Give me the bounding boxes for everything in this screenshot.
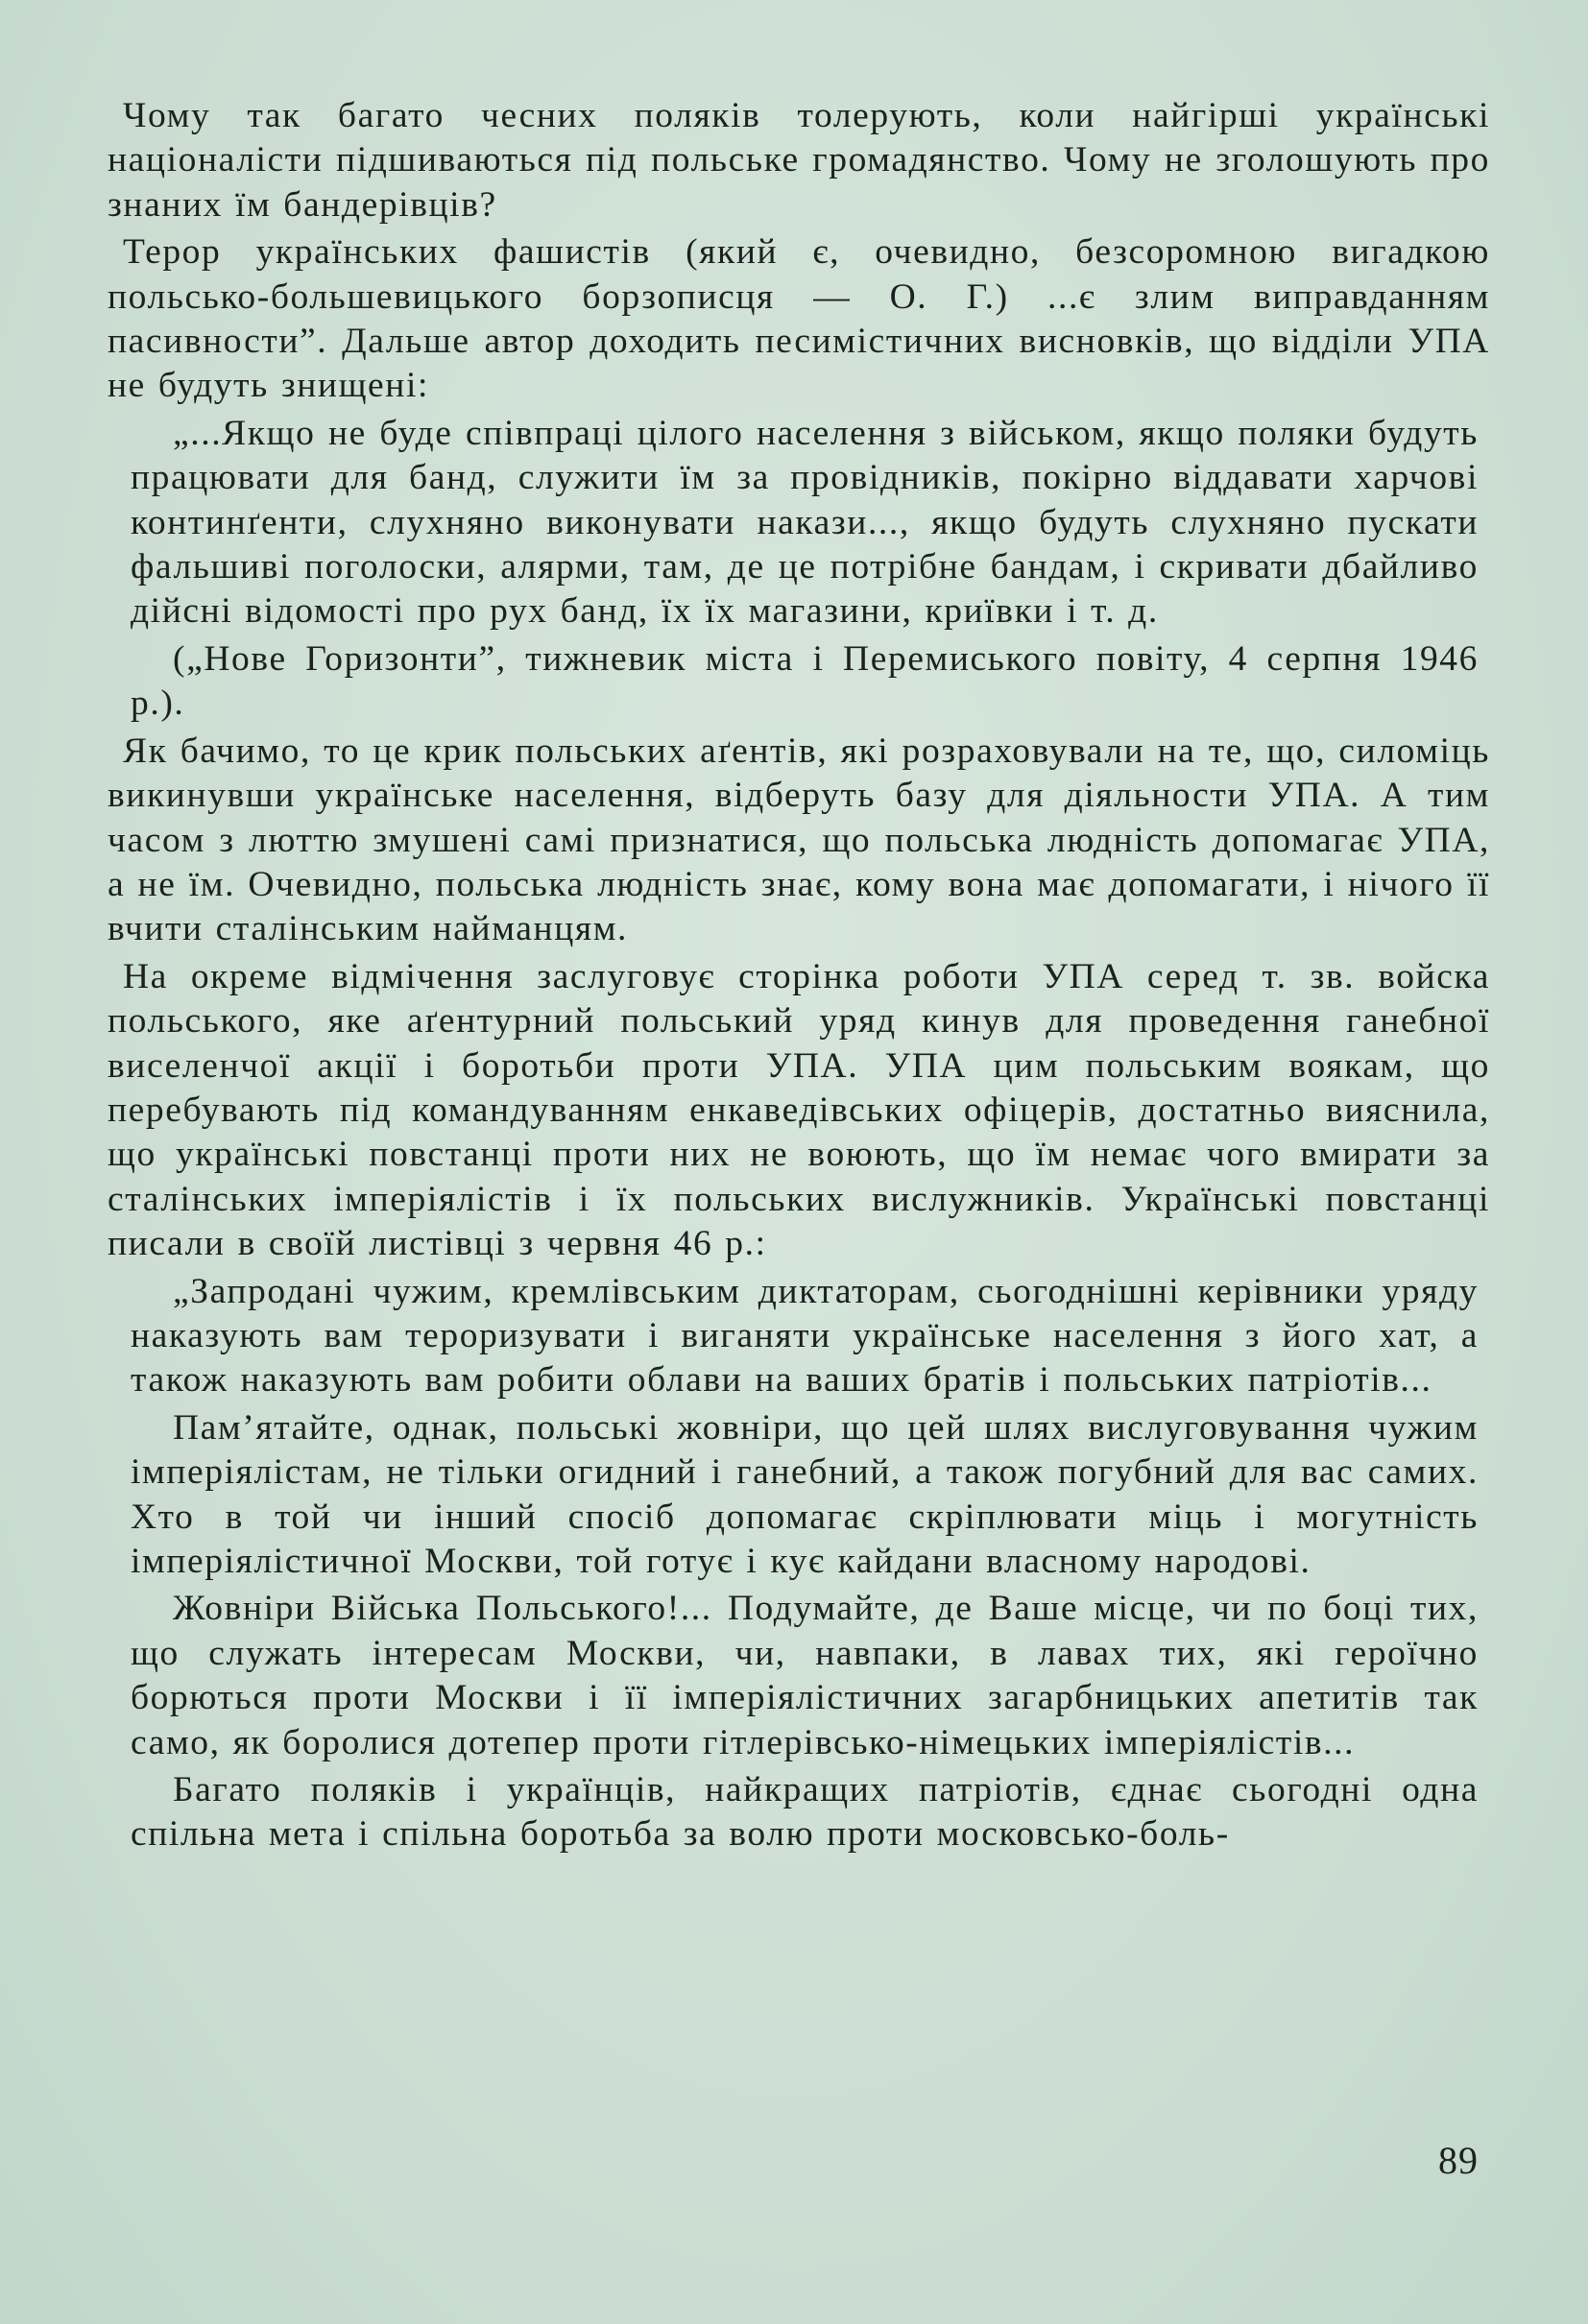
paragraph-1: Чому так багато чесних поляків толерують, коли найгірші українські націоналісти підшиваються під польське громадянство. Чому не зголошують про знаних їм бандерівців? (108, 96, 1490, 225)
paragraph-2: Терор українських фашистів (який є, очевидно, безсоромною вигадкою польсько-большевицького борзописця — О. Г.) ...є злим виправданням пасивности”. Дальше автор доходить песимістичних висновків, що відділи УПА не будуть знищені: (108, 232, 1490, 406)
page-body-text (108, 94, 1490, 1860)
leaflet-quote-2: Пам’ятайте, однак, польські жовніри, що цей шлях вислуговування чужим імперіялістам, не тільки огидний і ганебний, а також погубний для вас самих. Хто в той чи інший спосіб допомагає скріплювати міць і могутність імперіялістичної Москви, той готує і кує кайдани власному народові. (131, 1407, 1479, 1581)
leaflet-quote-4: Багато поляків і українців, найкращих патріотів, єднає сьогодні одна спільна мета і спільна боротьба за волю проти московсько-боль- (131, 1770, 1479, 1855)
leaflet-quote-3: Жовніри Війська Польського!... Подумайте, де Ваше місце, чи по боці тих, що служать інтересам Москви, чи, навпаки, в лавах тих, які героїчно борються проти Москви і її імперіялістичних загарбницьких апетитів так само, як боролися дотепер проти гітлерівсько-німецьких імперіялістів... (131, 1589, 1479, 1762)
quote-nove-horyzonty: „...Якщо не буде співпраці цілого населення з військом, якщо поляки будуть працювати для банд, служити їм за провідників, покірно віддавати харчові континґенти, слухняно виконувати накази..., якщо будуть слухняно пускати фальшиві поголоски, алярми, там, де це потрібне бандам, і скривати дбайливо дійсні відомості про рух банд, їх їх магазини, криївки і т. д. (131, 413, 1479, 632)
paragraph-3: Як бачимо, то це крик польських аґентів, які розраховували на те, що, силоміць викинувши українське населення, відберуть базу для діяльности УПА. А тим часом з люттю змушені самі признатися, що польська людність допомагає УПА, а не їм. Очевидно, польська людність знає, кому вона має допомагати, і нічого її вчити сталінським найманцям. (108, 731, 1490, 949)
leaflet-quote-1: „Запродані чужим, кремлівським диктаторам, сьогоднішні керівники уряду наказують вам тероризувати і виганяти українське населення з його хат, а також наказують вам робити облави на ваших братів і польських патріотів... (131, 1271, 1479, 1401)
paragraph-4: На окреме відмічення заслуговує сторінка роботи УПА серед т. зв. войска польського, яке аґентурний польський уряд кинув для проведення ганебної виселенчої акції і боротьби проти УПА. УПА цим польським воякам, що перебувають під командуванням енкаведівських офіцерів, достатньо вияснила, що українські повстанці проти них не воюють, що їм немає чого вмирати за сталінських імперіялістів і їх польських вислужників. Українські повстанці писали в своїй листівці з червня 46 р.: (108, 956, 1490, 1264)
page-number: 89 (1438, 2139, 1479, 2182)
quote-source-citation: („Нове Горизонти”, тижневик міста і Перемиського повіту, 4 серпня 1946 р.). (131, 638, 1479, 724)
